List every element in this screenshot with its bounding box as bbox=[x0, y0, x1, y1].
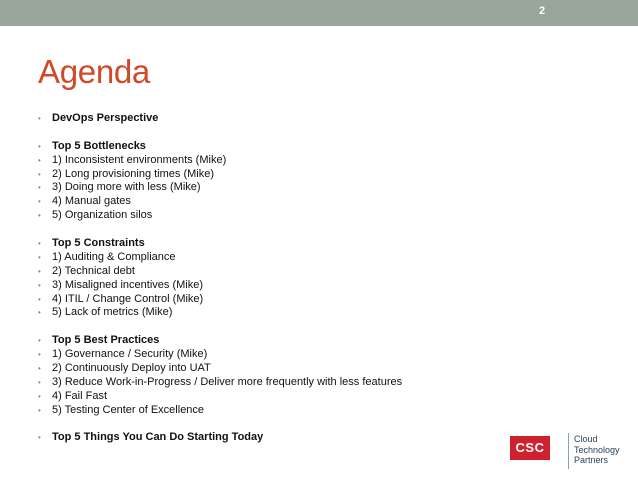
bullet-icon: • bbox=[38, 141, 41, 151]
agenda-item-text: 2) Long provisioning times (Mike) bbox=[52, 167, 215, 180]
top-bar bbox=[0, 0, 638, 26]
cloud-technology-partners-logo bbox=[574, 434, 620, 466]
agenda-item bbox=[38, 154, 558, 168]
agenda-item-text: Top 5 Constraints bbox=[52, 237, 145, 250]
agenda-item-text: 5) Testing Center of Excellence bbox=[52, 403, 205, 416]
footer-logos bbox=[510, 433, 630, 473]
agenda-item bbox=[38, 195, 558, 209]
bullet-icon: • bbox=[38, 280, 41, 290]
bullet-icon: • bbox=[38, 211, 41, 221]
csc-logo: CSC bbox=[510, 436, 550, 460]
agenda-item bbox=[38, 237, 558, 251]
agenda-item-text: 3) Reduce Work-in-Progress / Deliver more frequently with less features bbox=[52, 375, 403, 388]
bullet-icon: • bbox=[38, 336, 41, 346]
bullet-icon: • bbox=[38, 252, 41, 262]
agenda-item-text: 4) Manual gates bbox=[52, 195, 131, 208]
agenda-item-text: 1) Auditing & Compliance bbox=[52, 250, 176, 263]
agenda-item bbox=[38, 348, 558, 362]
partner-logo-line: Cloud bbox=[574, 434, 598, 444]
partner-logo-line: Partners bbox=[574, 455, 609, 465]
agenda-item-text: 3) Misaligned incentives (Mike) bbox=[52, 278, 203, 291]
agenda-item-text: Top 5 Best Practices bbox=[52, 334, 160, 347]
slide-title: Agenda bbox=[38, 53, 150, 90]
agenda-item-text: 1) Governance / Security (Mike) bbox=[52, 348, 208, 361]
agenda-item-text: DevOps Perspective bbox=[52, 112, 159, 124]
agenda-item bbox=[38, 209, 558, 223]
logo-divider bbox=[568, 433, 569, 469]
agenda-item bbox=[38, 431, 558, 445]
bullet-icon: • bbox=[38, 183, 41, 193]
agenda-item-text: 1) Inconsistent environments (Mike) bbox=[52, 153, 227, 166]
agenda-item bbox=[38, 362, 558, 376]
agenda-item-text: 5) Organization silos bbox=[52, 209, 153, 222]
bullet-icon: • bbox=[38, 364, 41, 374]
bullet-icon: • bbox=[38, 377, 41, 387]
agenda-item bbox=[38, 404, 558, 418]
agenda-item-text: 2) Continuously Deploy into UAT bbox=[52, 362, 211, 375]
bullet-icon: • bbox=[38, 405, 41, 415]
agenda-item-text: Top 5 Things You Can Do Starting Today bbox=[52, 431, 264, 444]
agenda-item-text: Top 5 Bottlenecks bbox=[52, 139, 146, 152]
bullet-icon: • bbox=[38, 294, 41, 304]
agenda-item bbox=[38, 168, 558, 182]
agenda-item-text: 5) Lack of metrics (Mike) bbox=[52, 306, 173, 319]
page-number: 2 bbox=[538, 5, 546, 17]
bullet-icon: • bbox=[38, 350, 41, 360]
agenda-item bbox=[38, 306, 558, 320]
agenda-item bbox=[38, 181, 558, 195]
agenda-item bbox=[38, 265, 558, 279]
agenda-item-text: 2) Technical debt bbox=[52, 264, 135, 277]
bullet-icon: • bbox=[38, 169, 41, 179]
bullet-icon: • bbox=[38, 239, 41, 249]
agenda-item bbox=[38, 251, 558, 265]
agenda-item-text: 4) ITIL / Change Control (Mike) bbox=[52, 292, 204, 305]
agenda-item bbox=[38, 140, 558, 154]
agenda-item bbox=[38, 112, 558, 126]
bullet-icon: • bbox=[38, 266, 41, 276]
agenda-item bbox=[38, 376, 558, 390]
bullet-icon: • bbox=[38, 391, 41, 401]
agenda-item bbox=[38, 293, 558, 307]
agenda-item bbox=[38, 390, 558, 404]
agenda-item bbox=[38, 279, 558, 293]
bullet-icon: • bbox=[38, 197, 41, 207]
agenda-item-text: 3) Doing more with less (Mike) bbox=[52, 181, 201, 194]
agenda-item bbox=[38, 334, 558, 348]
agenda-item-text: 4) Fail Fast bbox=[52, 389, 108, 402]
bullet-icon: • bbox=[38, 433, 41, 443]
partner-logo-line: Technology bbox=[574, 444, 620, 455]
bullet-icon: • bbox=[38, 308, 41, 318]
bullet-icon: • bbox=[38, 155, 41, 165]
bullet-icon: • bbox=[38, 114, 41, 123]
agenda-list bbox=[38, 112, 558, 445]
